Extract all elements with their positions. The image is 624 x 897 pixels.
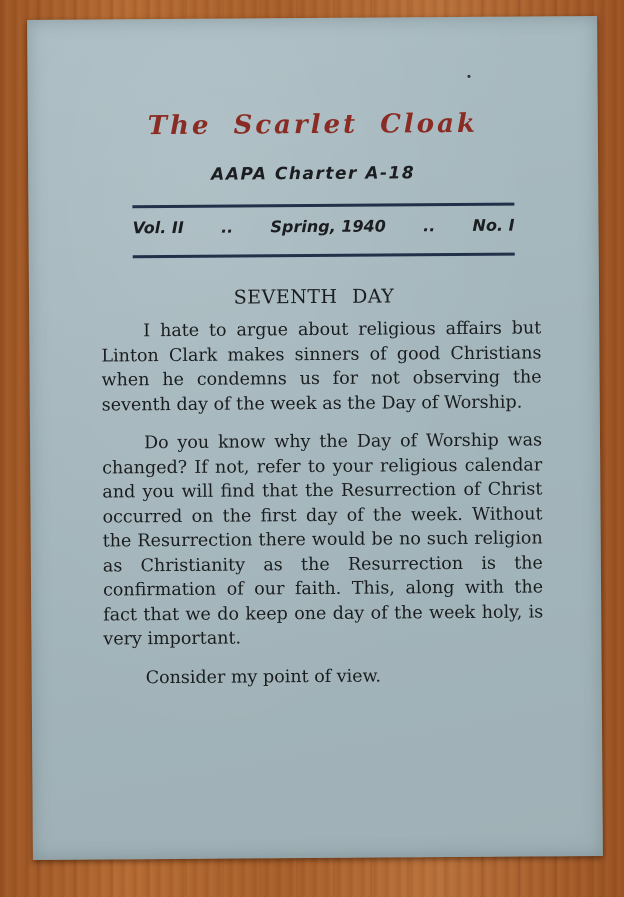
issue-season: Spring, 1940: [270, 216, 386, 237]
issue-line: [132, 216, 514, 238]
article-body: [101, 316, 544, 704]
bottom-rule: [133, 253, 515, 259]
article-title: SEVENTH DAY: [233, 285, 395, 309]
issue-separator: ..: [423, 216, 436, 236]
issue-number: No. I: [472, 215, 515, 235]
article-paragraph: Do you know why the Day of Worship was changed? If not, refer to your religious calendar and you will find that the Resurrection of Christ occurred on the first day of the week. Without the Resurrection there would be no such religion as Christianity as the Resurrection is the confirmation of our faith. This, along with the fact that we do keep one day of the week holy, is very important.: [102, 430, 544, 650]
charter-line: AAPA Charter A-18: [211, 163, 416, 185]
volume-number: Vol. II: [132, 217, 184, 238]
masthead-title: The Scarlet Cloak: [147, 108, 479, 142]
article-paragraph: I hate to argue about religious affairs but Linton Clark makes sinners of good Christians when he condemns us for not observing the seventh day of the week as the Day of Worship.: [101, 318, 542, 415]
top-rule: [132, 203, 514, 209]
newsletter-card: [27, 16, 603, 860]
ink-speck: [467, 75, 470, 78]
issue-separator: ..: [220, 217, 234, 237]
article-closing: Consider my point of view.: [145, 666, 382, 688]
